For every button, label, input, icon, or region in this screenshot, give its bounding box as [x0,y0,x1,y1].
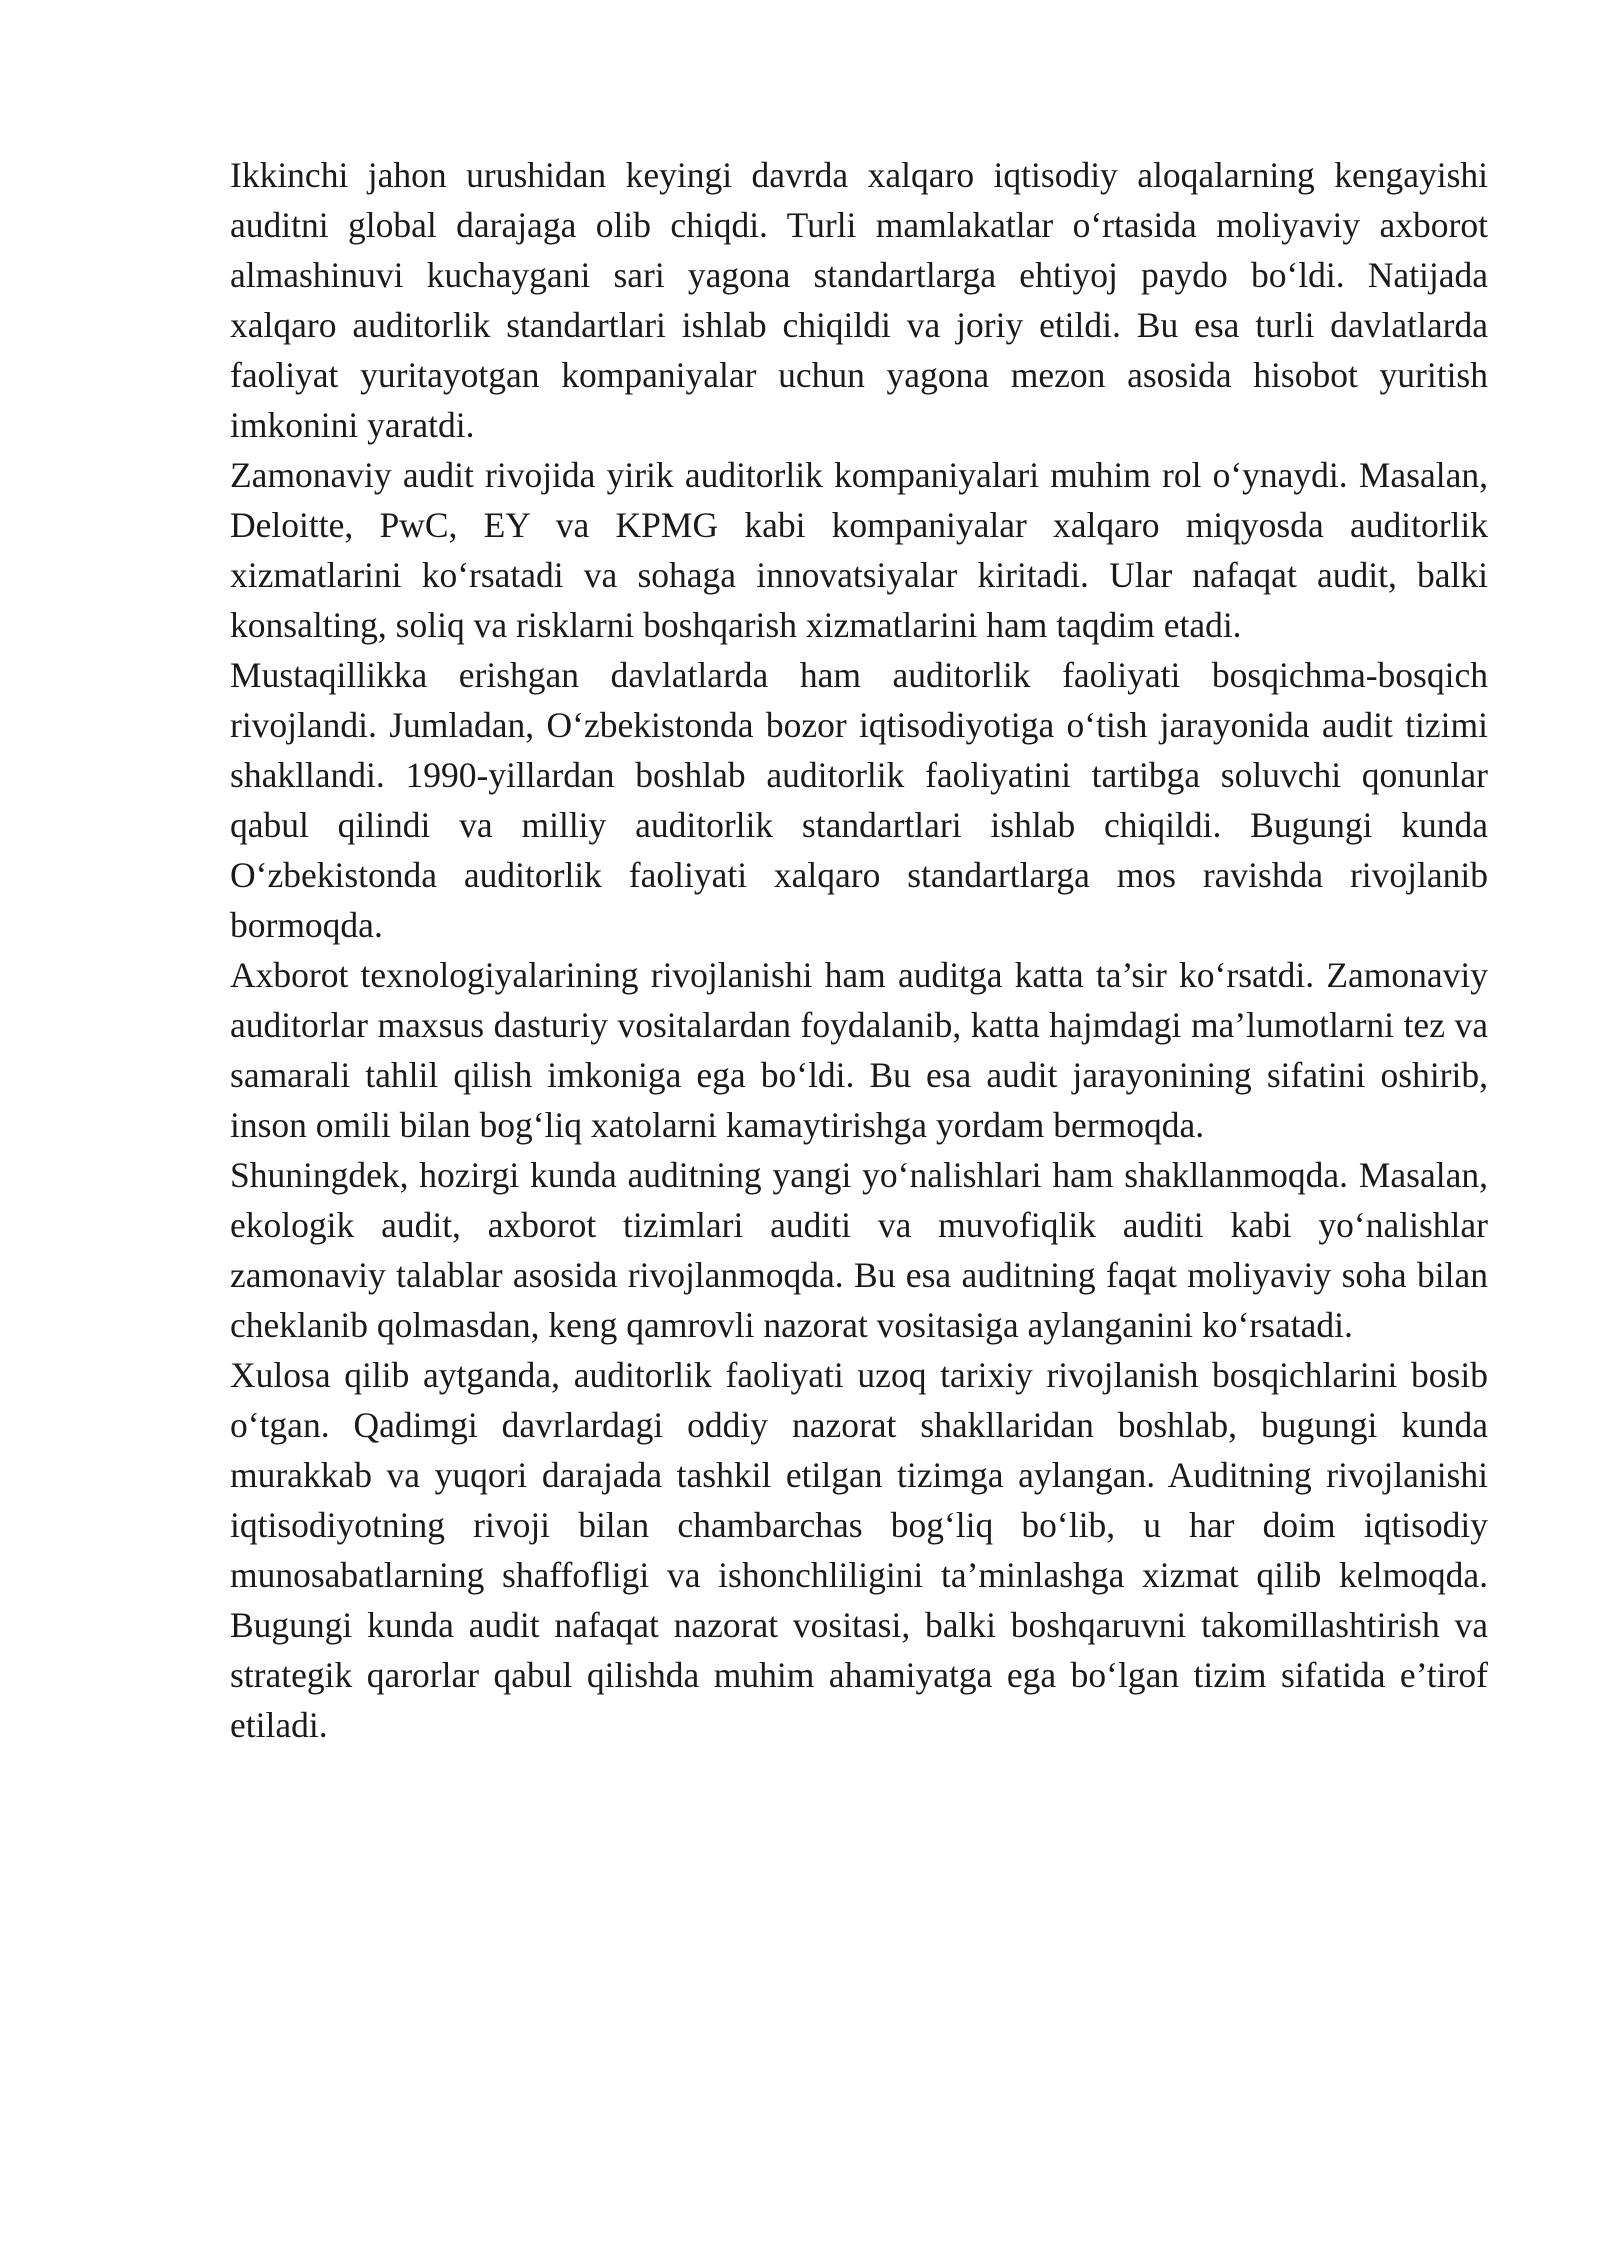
paragraph-post-war-internationalization: Ikkinchi jahon urushidan keyingi davrda xalqaro iqtisodiy aloqalarning kengayishi auditni global darajaga olib chiqdi. Turli mamlakatlar o‘rtasida moliyaviy axborot almashinuvi kuchaygani sari yagona standartlarga ehtiyoj paydo bo‘ldi. Natijada xalqaro auditorlik standartlari ishlab chiqildi va joriy etildi. Bu esa turli davlatlarda faoliyat yuritayotgan kompaniyalar uchun yagona mezon asosida hisobot yuritish imkonini yaratdi. [230,155,1488,445]
paragraph-information-technology: Axborot texnologiyalarining rivojlanishi ham auditga katta ta’sir ko‘rsatdi. Zamonaviy auditorlar maxsus dasturiy vositalardan foydalanib, katta hajmdagi ma’lumotlarni tez va samarali tahlil qilish imkoniga ega bo‘ldi. Bu esa audit jarayonining sifatini oshirib, inson omili bilan bog‘liq xatolarni kamaytirishga yordam bermoqda. [230,955,1488,1145]
paragraph-conclusion: Xulosa qilib aytganda, auditorlik faoliyati uzoq tarixiy rivojlanish bosqichlarini bosib o‘tgan. Qadimgi davrlardagi oddiy nazorat shakllaridan boshlab, bugungi kunda murakkab va yuqori darajada tashkil etilgan tizimga aylangan. Auditning rivojlanishi iqtisodiyotning rivoji bilan chambarchas bog‘liq bo‘lib, u har doim iqtisodiy munosabatlarning shaffofligi va ishonchliligini ta’minlashga xizmat qilib kelmoqda. Bugungi kunda audit nafaqat nazorat vositasi, balki boshqaruvni takomillashtirish va strategik qarorlar qabul qilishda muhim ahamiyatga ega bo‘lgan tizim sifatida e’tirof etiladi. [230,1355,1488,1745]
document-body [230,150,1488,1750]
paragraph-big-four-firms: Zamonaviy audit rivojida yirik auditorlik kompaniyalari muhim rol o‘ynaydi. Masalan, Deloitte, PwC, EY va KPMG kabi kompaniyalar xalqaro miqyosda auditorlik xizmatlarini ko‘rsatadi va sohaga innovatsiyalar kiritadi. Ular nafaqat audit, balki konsalting, soliq va risklarni boshqarish xizmatlarini ham taqdim etadi. [230,455,1488,645]
paragraph-new-audit-directions: Shuningdek, hozirgi kunda auditning yangi yo‘nalishlari ham shakllanmoqda. Masalan, ekologik audit, axborot tizimlari auditi va muvofiqlik auditi kabi yo‘nalishlar zamonaviy talablar asosida rivojlanmoqda. Bu esa auditning faqat moliyaviy soha bilan cheklanib qolmasdan, keng qamrovli nazorat vositasiga aylanganini ko‘rsatadi. [230,1155,1488,1345]
paragraph-uzbekistan-audit: Mustaqillikka erishgan davlatlarda ham auditorlik faoliyati bosqichma-bosqich rivojlandi. Jumladan, O‘zbekistonda bozor iqtisodiyotiga o‘tish jarayonida audit tizimi shakllandi. 1990-yillardan boshlab auditorlik faoliyatini tartibga soluvchi qonunlar qabul qilindi va milliy auditorlik standartlari ishlab chiqildi. Bugungi kunda O‘zbekistonda auditorlik faoliyati xalqaro standartlarga mos ravishda rivojlanib bormoqda. [230,655,1488,945]
